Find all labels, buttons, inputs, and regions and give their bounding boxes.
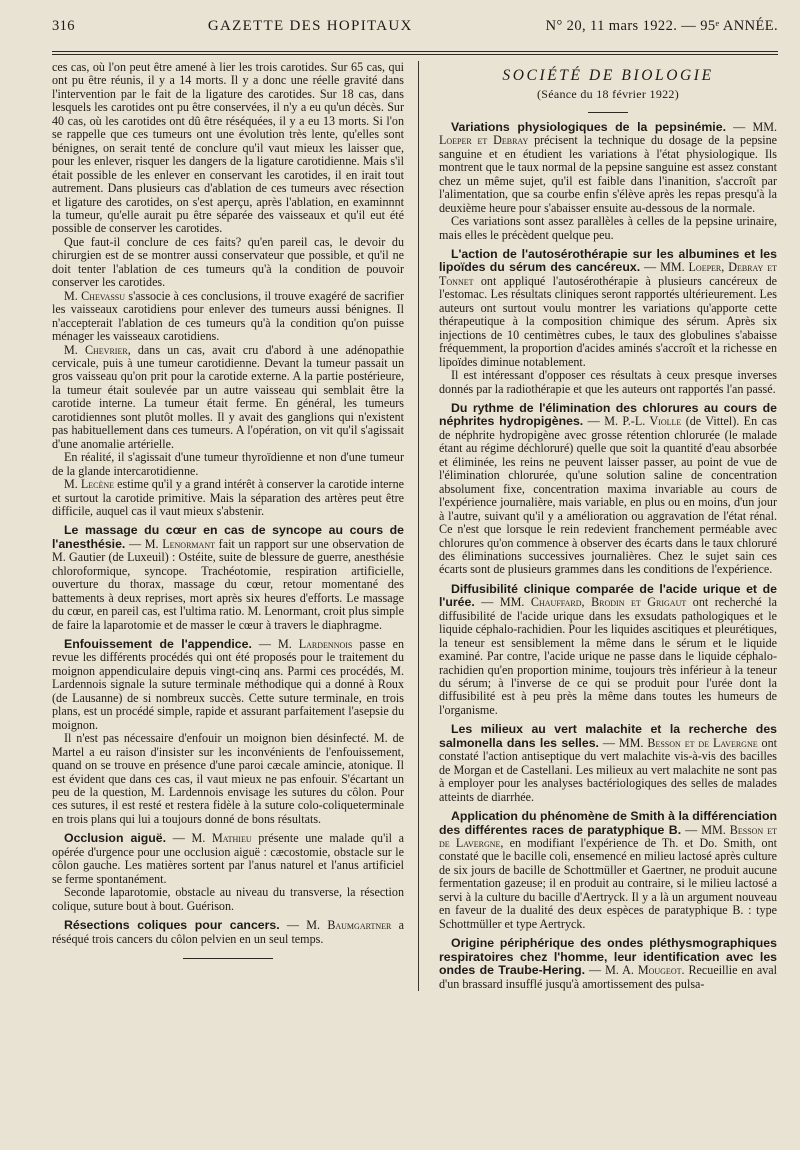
columns bbox=[52, 61, 778, 991]
paragraph bbox=[52, 290, 404, 344]
section-resections: Résections coliques pour cancers. — M. Baumgartner a réséqué trois cancers du côlon pelvien en un seul temps. bbox=[52, 918, 404, 946]
section-phenomene-smith: Application du phénomène de Smith à la différenciation des différentes races de paratyphique B. — MM. Besson et de Lavergne, en modifiant l'expérience de Th. et Do. Smith, ont constaté que le bacille coli, ensemencé en milieu lactosé après culture de six jours de bacille de Schottmüller et Gaertner, ne produit aucune fermentation gazeuse; il en produit au contraire, si le milieu lactosé a servi à la culture du bacille d'Aertryck. Il y a là un argument nouveau en faveur de la dualité des deux espèces de paratyphique B. : type Schottmüller et type Aertryck. bbox=[439, 809, 777, 931]
left-column bbox=[52, 61, 419, 991]
journal-title: GAZETTE DES HOPITAUX bbox=[207, 18, 413, 34]
section-title: Variations physiologiques de la pepsinémie. bbox=[451, 119, 726, 134]
section-text: ont recherché la diffusibilité de l'acide urique dans les exsudats pathologiques et le liquide céphalo-rachidien. Pour les liquides ascitiques et pleurétiques, la teneur est sensiblement la même dans le sérum et le liquide examiné. Par contre, l'acide urique ne passe dans le liquide céphalo-rachidien qu'en proportion minime, toujours très inférieur à la teneur du sérum; à l'inverse de ce qui se produit pour l'urée dont la diffusibilité est à peu près la même dans toutes les humeurs de l'organisme. bbox=[439, 595, 777, 717]
section-acide-urique: Diffusibilité clinique comparée de l'acide urique et de l'urée. — MM. Chauffard, Brodin et Grigaut ont recherché la diffusibilité de l'acide urique dans les exsudats pathologiques et le liquide céphalo-rachidien. Pour les liquides ascitiques et pleurétiques, la teneur est sensiblement la même dans le sérum et le liquide examiné. Par contre, l'acide urique ne passe dans le liquide céphalo-rachidien qu'en proportion minime, toujours très inférieur à la teneur du sérum; à l'inverse de ce qui se produit pour l'urée dont la diffusibilité est à peu près la même dans toutes les humeurs de l'organisme. bbox=[439, 581, 777, 717]
section-appendice: Enfouissement de l'appendice. — M. Lardennois passe en revue les différents procédés qui ont été proposés pour le traitement du moignon appendiculaire depuis vingt-cinq ans. Parmi ces procédés, M. Lardennois signale la suture terminale méthodique qui a donné à Roux (de Lausanne) de si nombreux succès. Cette suture terminale, en trois plans, est un procédé simple, rapide et assurant parfaitement l'asepsie du moignon. bbox=[52, 637, 404, 732]
section-title: Diffusibilité clinique comparée de l'acide urique et de l'urée. bbox=[439, 581, 777, 610]
author-names: M. A. Mougeot bbox=[605, 963, 682, 978]
section-text: passe en revue les différents procédés qui ont été proposés pour le traitement du moignon appendiculaire depuis vingt-cinq ans. Parmi ces procédés, M. Lardennois signale la suture terminale méthodique qui a donné à Roux (de Lausanne) de si nombreux succès. Cette suture terminale, en trois plans, est un procédé simple, rapide et assurant parfaitement l'asepsie du moignon. bbox=[52, 637, 404, 732]
paragraph: Ces variations sont assez parallèles à celles de la pepsine urinaire, mais elles le précèdent quelque peu. bbox=[439, 214, 777, 242]
section-text: ont constaté l'action antiseptique du vert malachite vis-à-vis des bacilles de Morgan et de Castellani. Les milieux au vert malachite ne sont pas à employer pour les analyses bactériologiques des selles de malades atteints de diarrhée. bbox=[439, 735, 777, 804]
section-text: . Recueillie en aval d'un brassard insufflé jusqu'à amortissement des pulsa- bbox=[439, 963, 777, 991]
author-name: M. Chevassu bbox=[64, 288, 126, 303]
section-title: Origine périphérique des ondes pléthysmographiques respiratoires chez l'homme, leur identification avec les ondes de Traube-Hering. bbox=[439, 936, 777, 978]
section-title: Résections coliques pour cancers. bbox=[64, 918, 280, 933]
section-autoserotherapie: L'action de l'autosérothérapie sur les albumines et les lipoïdes du sérum des cancéreux. — MM. Loeper, Debray et Tonnet ont appliqué l'autosérothérapie à plusieurs cancéreux de l'estomac. Les résultats cliniques seront rapportés ultérieurement. Les auteurs ont surtout voulu montrer les variations qu'apporte cette thérapeutique à la composition chimique des sérum. Après six injections de 10 centimètres cubes, le taux des globulines s'abaisse fréquemment, la proportion d'acides aminés s'accroît et la richesse en lipoïdes diminue notablement. bbox=[439, 246, 778, 369]
section-chlorures: Du rythme de l'élimination des chlorures au cours de néphrites hydropigènes. — M. P.-L. Violle (de Vittel). En cas de néphrite hydropigène avec grosse rétention chlorurée (le malade étant au régime déchloruré) quelle que soit la quantité d'eau absorbée et éliminée, les reins ne peuvent laisser passer, au point de vue de l'élimination chlorurée, qu'une solution saline de concentration absolument fixe, concentration maxima invariable au cours de l'expérience journalière, mais variable, en plus ou en moins, d'un jour à l'autre, suivant qu'il y a amélioration ou aggravation de l'état rénal. Ce n'est que lorsque le rein redevient franchement perméable avec chlorures qu'on commence à observer des écarts dans le taux chloruré des éliminations successives journalières. Chez le sujet sain ces écarts sont de plusieurs grammes dans les conditions de l'expérience. bbox=[439, 400, 777, 577]
section-title: Enfouissement de l'appendice. bbox=[64, 637, 252, 652]
author-name: M. Lecène bbox=[64, 477, 115, 492]
paragraph-text: estime qu'il y a grand intérêt à conserver la carotide interne et surtout la carotide primitive. Mais la séparation des artères peut être difficile, auquel cas il vaut mieux s'abstenir. bbox=[52, 477, 404, 518]
section-title: L'action de l'autosérothérapie sur les albumines et les lipoïdes du sérum des cancéreux. bbox=[439, 246, 777, 275]
section-text: a réséqué trois cancers du côlon pelvien en un seul temps. bbox=[52, 918, 404, 946]
section-title: Les milieux au vert malachite et la recherche des salmonella dans les selles. bbox=[439, 722, 777, 750]
author-name: M. Chevrier bbox=[64, 342, 128, 357]
author-names: MM. Chauffard, Brodin et Grigaut bbox=[499, 595, 687, 610]
section-title: Application du phénomène de Smith à la différenciation des différentes races de paratyphique B. bbox=[439, 809, 777, 837]
section-text: présente une malade qu'il a opérée d'urgence pour une occlusion aiguë : cæcostomie, obstacle sur le côlon gauche. Les matières sortent par l'anus naturel et l'anus artificiel se ferme spontanément. bbox=[52, 831, 405, 886]
right-column bbox=[419, 61, 777, 991]
session-date: (Séance du 18 février 1922) bbox=[536, 87, 680, 102]
section-text: ont appliqué l'autosérothérapie à plusieurs cancéreux de l'estomac. Les résultats cliniques seront rapportés ultérieurement. Les auteurs ont surtout voulu montrer les variations qu'apporte cette thérapeutique à la composition chimique des sérum. Après six injections de 10 centimètres cubes, le taux des globulines s'abaisse fréquemment, la proportion d'acides aminés s'accroît et la richesse en lipoïdes diminue notablement. bbox=[439, 273, 777, 369]
author-names: MM. Loeper et Debray bbox=[439, 119, 777, 148]
society-title: SOCIÉTÉ DE BIOLOGIE bbox=[502, 67, 714, 84]
header-rule bbox=[52, 51, 778, 52]
section-title: Du rythme de l'élimination des chlorures au cours de néphrites hydropigènes. bbox=[439, 400, 777, 429]
section-text: (de Vittel). En cas de néphrite hydropigène avec grosse rétention chlorurée (le malade étant au régime déchloruré) quelle que soit la quantité d'eau absorbée et éliminée, les reins ne peuvent laisser passer, au point de vue de l'élimination chlorurée, qu'une solution saline de concentration absolument fixe, concentration maxima invariable au cours de l'expérience journalière, mais variable, en plus ou en moins, d'un jour à l'autre, suivant qu'il y a amélioration ou aggravation de l'état rénal. Ce n'est que lorsque le rein redevient franchement perméable avec chlorures qu'on commence à observer des écarts dans le taux chloruré des éliminations successives journalières. Chez le sujet sain ces écarts sont de plusieurs grammes dans les conditions de l'expérience. bbox=[439, 414, 777, 577]
author-name: M. Mathieu bbox=[191, 831, 252, 846]
section-title: Occlusion aiguë. bbox=[64, 831, 167, 846]
paragraph-text: , dans un cas, avait cru d'abord à une adénopathie cervicale, puis à une tumeur carotidienne. Devant la tumeur passait un gros vaisseau qu'on prit pour la carotide externe. A la partie postérieure, la tumeur était soulevée par un autre vaisseau qui semblait être la carotide interne. La tumeur était ferme. En général, les tumeurs carotidiennes sont plutôt molles. Il y avait des ganglions qui n'existent pas habituellement dans ces tumeurs. A l'opération, on vit qu'il s'agissait d'une anomalie artérielle. bbox=[52, 342, 404, 451]
section-ondes-plethysmographiques: Origine périphérique des ondes pléthysmographiques respiratoires chez l'homme, leur identification avec les ondes de Traube-Hering. — M. A. Mougeot. Recueillie en aval d'un brassard insufflé jusqu'à amortissement des pulsa- bbox=[439, 936, 777, 991]
end-rule bbox=[183, 958, 273, 959]
paragraph: Il n'est pas nécessaire d'enfouir un moignon bien désinfecté. M. de Martel a eu raison d'insister sur les inconvénients de l'enfouissement, quand on se trouve en présence d'une paroi cæcale amincie, atonique. Il est évident que dans ces cas, il vaut mieux ne pas enfouir. S'écartant un peu de la question, M. Lardennois envisage les sutures du côlon. Pour ces sutures, il est resté et restera fidèle à la suture colo-coliqueterminale en trois plans qui lui a toujours donné de bons résultats. bbox=[52, 731, 404, 826]
paragraph: Que faut-il conclure de ces faits? qu'en pareil cas, le devoir du chirurgien est de se montrer aussi conservateur que possible, et qu'il ne doit tenter l'ablation de ces tumeurs qu'à la condition de pouvoir conserver les carotides. bbox=[52, 234, 404, 290]
paragraph bbox=[52, 478, 404, 518]
paragraph-text: s'associe à ces conclusions, il trouve exagéré de sacrifier les vaisseaux carotidiens pour enlever des tumeurs aussi bénignes. Il n'accepterait l'ablation de ces tumeurs qu'à la condition qu'on puisse ménager les vaisseaux carotidiens. bbox=[52, 288, 404, 344]
section-text: précisent la technique du dosage de la pepsine sanguine et en étudient les variations à l'état physiologique. Ils montrent que le taux normal de la pepsine sanguine est assez constant chez un même sujet, qu'il est faible dans l'inanition, s'accroît par l'alimentation, que sa courbe enfin s'élève après les repas presqu'à la deuxième heure pour s'abaisser ensuite au-dessous de la normale. bbox=[439, 133, 778, 215]
issue-info: N° 20, 11 mars 1922. — 95ᵉ ANNÉE. bbox=[545, 18, 778, 34]
author-name: M. Lenormant bbox=[144, 536, 215, 551]
paragraph: En réalité, il s'agissait d'une tumeur thyroïdienne et non d'une tumeur de la glande intercarotidienne. bbox=[52, 450, 404, 478]
section-text: fait un rapport sur une observation de M. Gautier (de Luxeuil) : Ostéite, suite de blessure de guerre, anesthésie chloroformique, syncope. Trachéotomie, respiration artificielle, ouverture du thorax, massage du cœur, retour momentané des battements à deux reprises, mort après six heures d'efforts. Le massage du cœur, en pareil cas, est l'ultima ratio. M. Lenormant, croit plus simple de faire la laparotomie et de masser le cœur à travers le diaphragme. bbox=[52, 536, 404, 632]
author-names: MM. Besson et de Lavergne bbox=[618, 735, 758, 750]
page-number: 316 bbox=[52, 18, 75, 34]
paragraph: Seconde laparotomie, obstacle au niveau du transverse, la résection colique, suture bout à bout. Guérison. bbox=[52, 885, 404, 913]
divider bbox=[588, 112, 628, 113]
section-pepsinemie: Variations physiologiques de la pepsinémie. — MM. Loeper et Debray précisent la technique du dosage de la pepsine sanguine et en étudient les variations à l'état physiologique. Ils montrent que le taux normal de la pepsine sanguine est assez constant chez un même sujet, qu'il est faible dans l'inanition, s'accroît par l'alimentation, que sa courbe enfin s'élève après les repas presqu'à la deuxième heure pour s'abaisser ensuite au-dessous de la normale. bbox=[439, 119, 778, 215]
paragraph: Il est intéressant d'opposer ces résultats à ceux presque inverses donnés par la radiothérapie et que les auteurs ont rapportés l'an passé. bbox=[439, 368, 777, 396]
section-occlusion: Occlusion aiguë. — M. Mathieu présente une malade qu'il a opérée d'urgence pour une occlusion aiguë : cæcostomie, obstacle sur le côlon gauche. Les matières sortent par l'anus naturel et l'anus artificiel se ferme spontanément. bbox=[52, 831, 405, 886]
author-name: M. Lardennois bbox=[277, 637, 353, 652]
section-massage-coeur: Le massage du cœur en cas de syncope au cours de l'anesthésie. — M. Lenormant fait un rapport sur une observation de M. Gautier (de Luxeuil) : Ostéite, suite de blessure de guerre, anesthésie chloroformique, syncope. Trachéotomie, respiration artificielle, ouverture du thorax, massage du cœur, retour momentané des battements à deux reprises, mort après six heures d'efforts. Le massage du cœur, en pareil cas, est l'ultima ratio. M. Lenormant, croit plus simple de faire la laparotomie et de masser le cœur à travers le diaphragme. bbox=[52, 523, 404, 632]
author-names: MM. Besson et de Lavergne bbox=[439, 822, 777, 851]
paragraph: ces cas, où l'on peut être amené à lier les trois carotides. Sur 65 cas, qui ont pu être réunis, il y a 14 morts. Il y a donc une réelle gravité dans l'intervention par le fait de la ligature des carotides. Sur 18 cas, dans lesquels les carotides ont pu être conservées, il n'y a eu qu'un décès. Sur 40 cas, où les carotides ont dû être réséquées, il y a eu 13 morts. Si l'on se rappelle que ces tumeurs ont une évolution très lente, qu'elles sont bénignes, on serait tenté de conclure qu'il vaut mieux les laisser que, pour les enlever, risquer les dangers de la ligature carotidienne. Mais s'il était possible de les enlever en conservant les carotides, il en irait tout autrement. Dans plusieurs cas d'ablation de ces tumeurs avec résection et ligature des carotides, on s'est aperçu, après l'ablation, en examinnnt la tumeur, qu'elle aurait pu être séparée des vaisseaux et qu'il eut été possible de conserver les carotides. bbox=[52, 60, 404, 236]
page-header bbox=[52, 18, 778, 48]
author-name: M. Baumgartner bbox=[306, 918, 392, 933]
section-vert-malachite: Les milieux au vert malachite et la recherche des salmonella dans les selles. — MM. Besson et de Lavergne ont constaté l'action antiseptique du vert malachite vis-à-vis des bacilles de Morgan et de Castellani. Les milieux au vert malachite ne sont pas à employer pour les analyses bactériologiques des selles de malades atteints de diarrhée. bbox=[439, 722, 777, 804]
author-names: M. P.-L. Violle bbox=[604, 414, 682, 429]
section-title: Le massage du cœur en cas de syncope au cours de l'anesthésie. bbox=[52, 523, 404, 551]
header-rule-secondary bbox=[52, 54, 778, 55]
author-names: MM. Loeper, Debray et Tonnet bbox=[439, 260, 778, 288]
paragraph bbox=[52, 344, 404, 452]
section-text: , en modifiant l'expérience de Th. et Do. Smith, ont constaté que le bacille coli, ensemencé en milieu lactosé après culture de six jours de bacille de Schottmüller et Gaertner, ne produit aucune fermentation gazeuse; il en produit au contraire, si le milieu lactosé a servi à la culture du bacille d'Aertryck. Il y a là un argument nouveau en faveur de la dualité des deux espèces de paratyphique B. : type Schottmüller et type Aertryck. bbox=[439, 836, 777, 931]
